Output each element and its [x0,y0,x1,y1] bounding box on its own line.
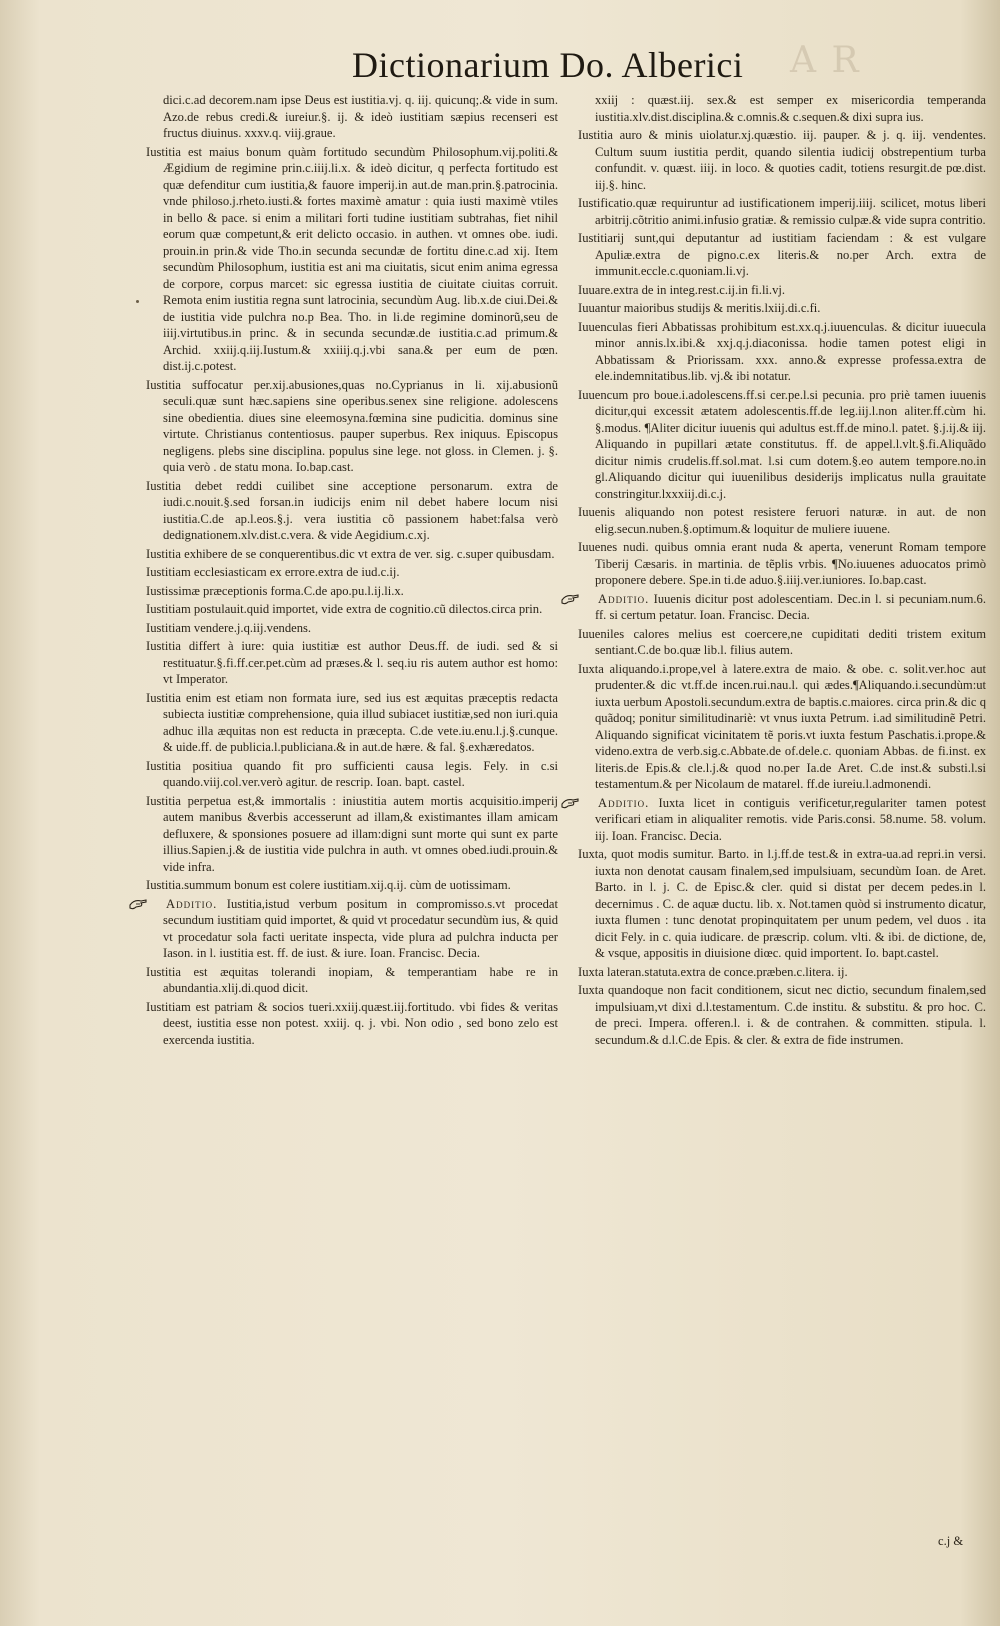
entry-text: Iuuenis aliquando non potest resistere feruori naturæ. in aut. de non elig.secun.nuben.§.optimum.& loquitur de muliere iuuene. [578,505,986,536]
dictionary-entry [146,583,558,600]
dictionary-entry [578,661,986,793]
dictionary-entry [146,601,558,618]
left-column [146,92,558,1050]
dictionary-entry [578,964,986,981]
entry-text: Iustitiam vendere.j.q.iij.vendens. [146,620,312,635]
pointing-hand-icon [578,592,596,606]
right-column [578,92,986,1050]
dictionary-entry [578,92,986,125]
dictionary-entry [146,793,558,876]
entry-text: Iuxta aliquando.i.prope,vel à latere.extra de maio. & obe. c. solit.ver.hoc aut prudenter.& dic vt.ff.de incen.rui.nau.l. qui ædes.¶Aliquando.i.secundùm:ut iuxta uerbum Apostoli.secundum.extra de baptis.c.maiores. circa prin.& dic q quãdoq; ponitur similitudinariè: vt vnus iuxta Petrum. i.ad similitudinẽ Petri. Aliquando significat vicinitatem tẽ poris.vt iuxta festum Paschatis.i.prope.& videno.extra de verb.sig.c.Abbate.de of.dele.c. quoniam Abbas. de fi.inst. ex literis.de Epis.& cle.l.j.& quod no.per Ia.de Aret. C.de inst.& substi.l.si testamentum.& per Nicolaum de matarel. ff.de iureiu.l.admonendi. [578,661,986,791]
entry-text: Iustitia suffocatur per.xij.abusiones,quas no.Cyprianus in li. xij.abusionũ seculi.quæ sunt hæc.sapiens sine operibus.senex sine religione. adolescens sine obedientia. diues sine eleemosyna.fœmina sine pudicitia. dominus sine virtute. Christianus contentiosus. pauper superbus. Rex iniquus. Episcopus negligens. plebs sine disciplina. populus sine lege. not gloss. in Clemen. j. §. quia verò . de statu mona. Io.bap.cast. [146,377,558,474]
running-head: Dictionarium Do. Alberici [352,45,744,85]
entry-text: Iustitiarij sunt,qui deputantur ad iustitiam faciendam : & est vulgare Apuliæ.extra de pigno.c.ex literis.& no.per Arch. extra de immunit.eccle.c.quoniam.li.vj. [578,231,986,278]
entry-text: Iuueniles calores melius est coercere,ne cupiditati dediti tristem exitum sentiant.C.de bo.quæ lib.l. filius autem. [578,626,986,657]
dictionary-entry [146,638,558,688]
dictionary-entry [578,230,986,280]
additio-note [146,896,558,962]
dictionary-entry [146,92,558,142]
entry-text: Iustificatio.quæ requiruntur ad iustificationem imperij.iiij. scilicet, motus liberi arbitrij.cõtritio animi.infusio gratiæ. & remissio culpæ.& vide supra contritio. [578,196,986,227]
dictionary-entry [578,282,986,299]
dictionary-entry [578,387,986,503]
entry-text: Iustitia,istud verbum positum in compromisso.s.vt procedat secundum iustitiam quid importet, & quid vt procedatur secundùm ius, & quid vt procedatur sola facti ueritate inspecta, vide plura ad pulchra inducta per Iason. in l. iustitia est. ff. de iust. & iure. Ioan. Francisc. Decia. [163,896,558,960]
additio-label: Additio. [598,795,650,810]
dictionary-entry [578,846,986,962]
additio-note [578,795,986,845]
dictionary-entry [146,377,558,476]
entry-text: Iustitiam postulauit.quid importet, vide extra de cognitio.cũ dilectos.circa prin. [146,602,543,616]
entry-text: Iustitia exhibere de se conquerentibus.dic vt extra de ver. sig. c.super quibusdam. [146,546,555,561]
bleed-through-text: A R [790,40,861,81]
entry-text: Iuxta lateran.statuta.extra de conce.præben.c.litera. ij. [578,964,848,979]
pointing-hand-icon [578,796,596,810]
entry-text: Iustitia enim est etiam non formata iure, sed ius est æquitas præceptis redacta subiecta iustitiæ comprehensione, quia illud subiacet iustitiæ,sed non iuri.quia adhuc illa æquitas non est reducta in præcepta. C.de vete.iu.enu.l.j.§.cunque. & uide.ff. de publicia.l.publiciana.& in aut.de hære. & fal. §.exhæredatos. [146,690,558,754]
entry-text: Iustitia positiua quando fit pro sufficienti causa legis. Fely. in c.si quando.viij.col.ver.verò agitur. de rescrip. Ioan. bapt. castel. [146,758,558,789]
entry-text: Iuuare.extra de in integ.rest.c.ij.in fi.li.vj. [578,282,786,297]
entry-text: Iustitia est maius bonum quàm fortitudo secundùm Philosophum.vij.politi.& Ægidium de regimine prin.c.iiij.li.x. & ideò dicitur, q perfecta fortitudo est quæ defenditur cum iustitia,& fauore imperij.in aut.de man.prin.§.patrocinia. vnde philoso.j.rheto.iusti.& fortes maximè amatur : quia iusti maximè vtiles in bello & pace. si enim a militari forti tudine iustitiam subtrahas, fiet nihil eorum quæ competunt,& erit delicto occasio. in authen. vt omnes obe. iudi. prouin.in prin.& vide Tho.in secunda secundæ de fortitu dine.c.ad xij. Item secundùm Philosophum, iustitia est ani ma ciuitatis, sicut enim anima egressa de corpore, corpus marcet: sic egressa iustitia de ciuitate ciuitas corruit. Remota enim iustitia regna sunt latrocinia, secundùm Aug. lib.x.de ciui.Dei.& de iustitia vide pulchra no.p Bea. Tho. in li.de regimine dominorũ,seu de iiij.virtutibus.in princ. & in secunda secundæ.de iustitia.c.ad primum.& Archid. xxiij.q.iij.Iustum.& xxiiij.q.j.vbi sana.& per eum de pœn. dist.ij.c.potest. [146,144,558,373]
entry-text: Iustitia auro & minis uiolatur.xj.quæstio. iij. pauper. & j. q. iij. vendentes. Cultum suum iustitia perdit, quando silentia iudicij obstrepentium turba confundit. v. quæst. iiij. in loco. & quoties cadit, totiens resurgit.de pœ.dist. iij.§. hinc. [578,128,986,192]
additio-label: Additio. [166,896,218,911]
dictionary-entry [578,300,986,317]
additio-note [578,591,986,624]
dictionary-entry [578,195,986,228]
catchword: c.j & [938,1534,964,1548]
dictionary-entry [146,999,558,1049]
entry-text: Iuuencum pro boue.i.adolescens.ff.si cer.pe.l.si pecunia. pro priè tamen iuuenis dicitur,qui excessit ætatem adolescentis.ff.de leg.iij.l.non aliter.ff.cùm hi. §.modus. ¶Aliter dicitur iuuenis qui adultus est.ff.de mino.l. patet. §.j.ij.& iij. Aliquando in pupillari ætate constitutus. ff. de appel.l.vlt.§.fi.Aliquãdo dicitur nimis crudelis.ff.sol.mat. l.si cum dotem.§.eo autem tempore.no.in gl.Aliquando dicitur qui iuuenilibus desiderijs implicatus nulla grauitate constringitur.lxxxiij.di.c.j. [578,387,986,501]
entry-text: Iustitia differt à iure: quia iustitiæ est author Deus.ff. de iudi. sed & si restituatur.§.fi.ff.cer.pet.cùm ad præses.& l. seq.iu ris autem author est homo: vt Imperator. [146,639,558,686]
dictionary-entry [146,564,558,581]
entry-text: Iustitia debet reddi cuilibet sine acceptione personarum. extra de iudi.c.nouit.§.sed forsan.in iudicijs enim nil debet habere locum nisi iustitia.C.de ap.l.eos.§.j. vera iustitia cõ passionem habet:falsa verò dedignationem.xlv.dist.c.vera. & vide Aegidium.c.xj. [146,478,558,542]
additio-label: Additio. [598,591,650,606]
dictionary-entry [578,626,986,659]
entry-text: Iuuantur maioribus studijs & meritis.lxiij.di.c.fi. [578,301,821,315]
dictionary-entry [146,620,558,637]
dictionary-entry [578,539,986,589]
dictionary-entry [146,478,558,544]
entry-text: Iuuenculas fieri Abbatissas prohibitum est.xx.q.j.iuuenculas. & dicitur iuuecula minor annis.lx.ibi.& xxj.q.j.diaconissa. hodie tamen potest eligi in Abbatissam & Priorissam. xxx. anno.& expresse professa.extra de ele.indemnitatibus.lib. vj.& ibi notatur. [578,319,986,383]
dictionary-entry [578,319,986,385]
pointing-hand-icon [146,897,164,911]
entry-text: Iuxta quandoque non facit conditionem, sicut nec dictio, secundum finalem,sed impulsiuam,vt dixi d.l.testamentum. C.de institu. & substitu. & pro hoc. C. de preci. Impera. offeren.l. i. & de contrahen. & committen. stipula. l. secundum.& d.l.C.de Epis. & cler. & extra de fide instrumen. [578,983,986,1047]
dictionary-entry [578,127,986,193]
dictionary-entry [146,758,558,791]
entry-text: Iuxta licet in contiguis verificetur,regulariter tamen potest verificari etiam in aliqualiter remotis. vide Paris.consi. 58.nume. 58. volum. iij. Ioan. Francisc. Decia. [595,795,986,843]
dictionary-entry [578,504,986,537]
entry-text: Iustitia.summum bonum est colere iustitiam.xij.q.ij. cùm de uotissimam. [146,878,511,892]
dictionary-entry [146,877,558,894]
dictionary-entry [146,546,558,563]
entry-text: Iustitia est æquitas tolerandi inopiam, & temperantiam habe re in abundantia.xlij.di.quod dicit. [146,964,558,995]
entry-text: dici.c.ad decorem.nam ipse Deus est iustitia.vj. q. iij. quicunq;.& vide in sum. Azo.de rebus credi.& iureiur.§. ij. & ideò iustitiam sæpius recenseri est fructus diuinus. xxxv.q. viij.graue. [163,93,558,140]
dictionary-entry [578,982,986,1048]
entry-text: Iustitiam ecclesiasticam ex errore.extra de iud.c.ij. [146,565,400,579]
dictionary-entry [146,144,558,375]
ink-spot [136,300,139,303]
entry-text: Iuuenis dicitur post adolescentiam. Dec.in l. si pecuniam.num.6. ff. si certum petatur. Ioan. Francisc. Decia. [595,591,986,622]
entry-text: xxiij : quæst.iij. sex.& est semper ex misericordia temperanda iustitia.xlv.dist.disciplina.& c.omnis.& c.sequen.& dixi supra ius. [595,93,986,124]
entry-text: Iustissimæ præceptionis forma.C.de apo.pu.l.ij.li.x. [146,583,404,598]
entry-text: Iuuenes nudi. quibus omnia erant nuda & aperta, venerunt Romam tempore Tiberij Cæsaris. in martinia. de tẽplis vrbis. ¶No.iuuenes aduocatos primò proponere debere. Spe.in ti.de aduo.§.iiij.ver.iuniores. Io.bap.cast. [578,540,986,587]
dictionary-entry [146,964,558,997]
entry-text: Iuxta, quot modis sumitur. Barto. in l.j.ff.de test.& in extra-ua.ad repri.in versi. iuxta non denotat causam finalem,sed impulsiuam, secundùm Ioan. de Aret. Barto. in l. j. C. de Episc.& cler. quid si distat per decem pedes.in l. decernimus . C. de aquæ ductu. lib. x. Not.tamen quòd si instrumento dicatur, iuxta flumen : tunc denotat propinquitatem per unum pedem, vel duos . ita dicit Fely. in c. quia iudicare. de præscrip. colum. vlti. & ibi. de dictione, de, & vsque, appositis in diuisione diœc. quid importent. Io. bapt.castel. [578,847,986,960]
entry-text: Iustitia perpetua est,& immortalis : iniustitia autem mortis acquisitio.imperij autem manibus &verbis accesserunt ad illam,& existimantes illam amicam defluxere, & sponsiones posuere ad illam:digni sunt morte qui sunt ex parte illius.Sapien.j.& de iustitia vide pulchra in auth. vt omnes obed.iudi.prouin.& vide infra. [146,793,558,874]
dictionary-entry [146,690,558,756]
entry-text: Iustitiam est patriam & socios tueri.xxiij.quæst.iij.fortitudo. vbi fides & veritas deest, iustitia esse non potest. xxiij. q. j. vbi. Non odio , sed bono zelo est exercenda iustitia. [146,999,558,1047]
